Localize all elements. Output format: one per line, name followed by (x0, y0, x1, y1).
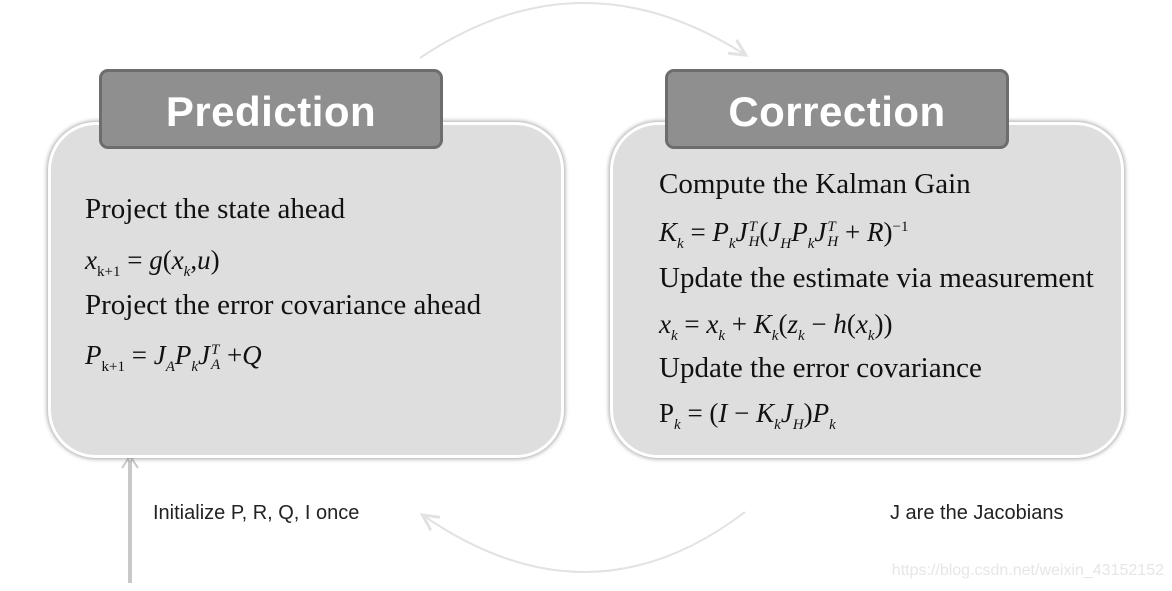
covariance-update-equation: $P_k = (I - K_kJ_H)P_k$ (659, 398, 836, 433)
jacobians-note: J are the Jacobians (890, 502, 1064, 524)
covariance-prediction-equation: $P_{k+1} = J_AP_kJ$ T A +Q (85, 340, 262, 375)
state-equation: $x_{k+1} = g(x_k,u)$ (85, 245, 220, 280)
correction-header: Correction (665, 69, 1009, 149)
kalman-gain-equation: $K_k = P_kJ$ T H ($J_HP_kJ$ T H + R)$^{-1}$ (659, 217, 909, 252)
estimate-update-equation: $x_k = x_k + K_k(z_k - h(x_k))$ (659, 309, 893, 344)
arrow-bottom (424, 512, 745, 572)
prediction-covariance-text: Project the error covariance ahead (85, 289, 482, 321)
prediction-state-text: Project the state ahead (85, 193, 346, 225)
kalman-gain-text: Compute the Kalman Gain (659, 168, 971, 200)
init-note: Initialize P, R, Q, I once (153, 502, 360, 524)
arrow-top (420, 3, 744, 58)
update-covariance-text: Update the error covariance (659, 352, 982, 384)
prediction-header: Prediction (99, 69, 443, 149)
update-estimate-text: Update the estimate via measurement (659, 262, 1094, 294)
watermark: https://blog.csdn.net/weixin_43152152 (891, 562, 1164, 579)
